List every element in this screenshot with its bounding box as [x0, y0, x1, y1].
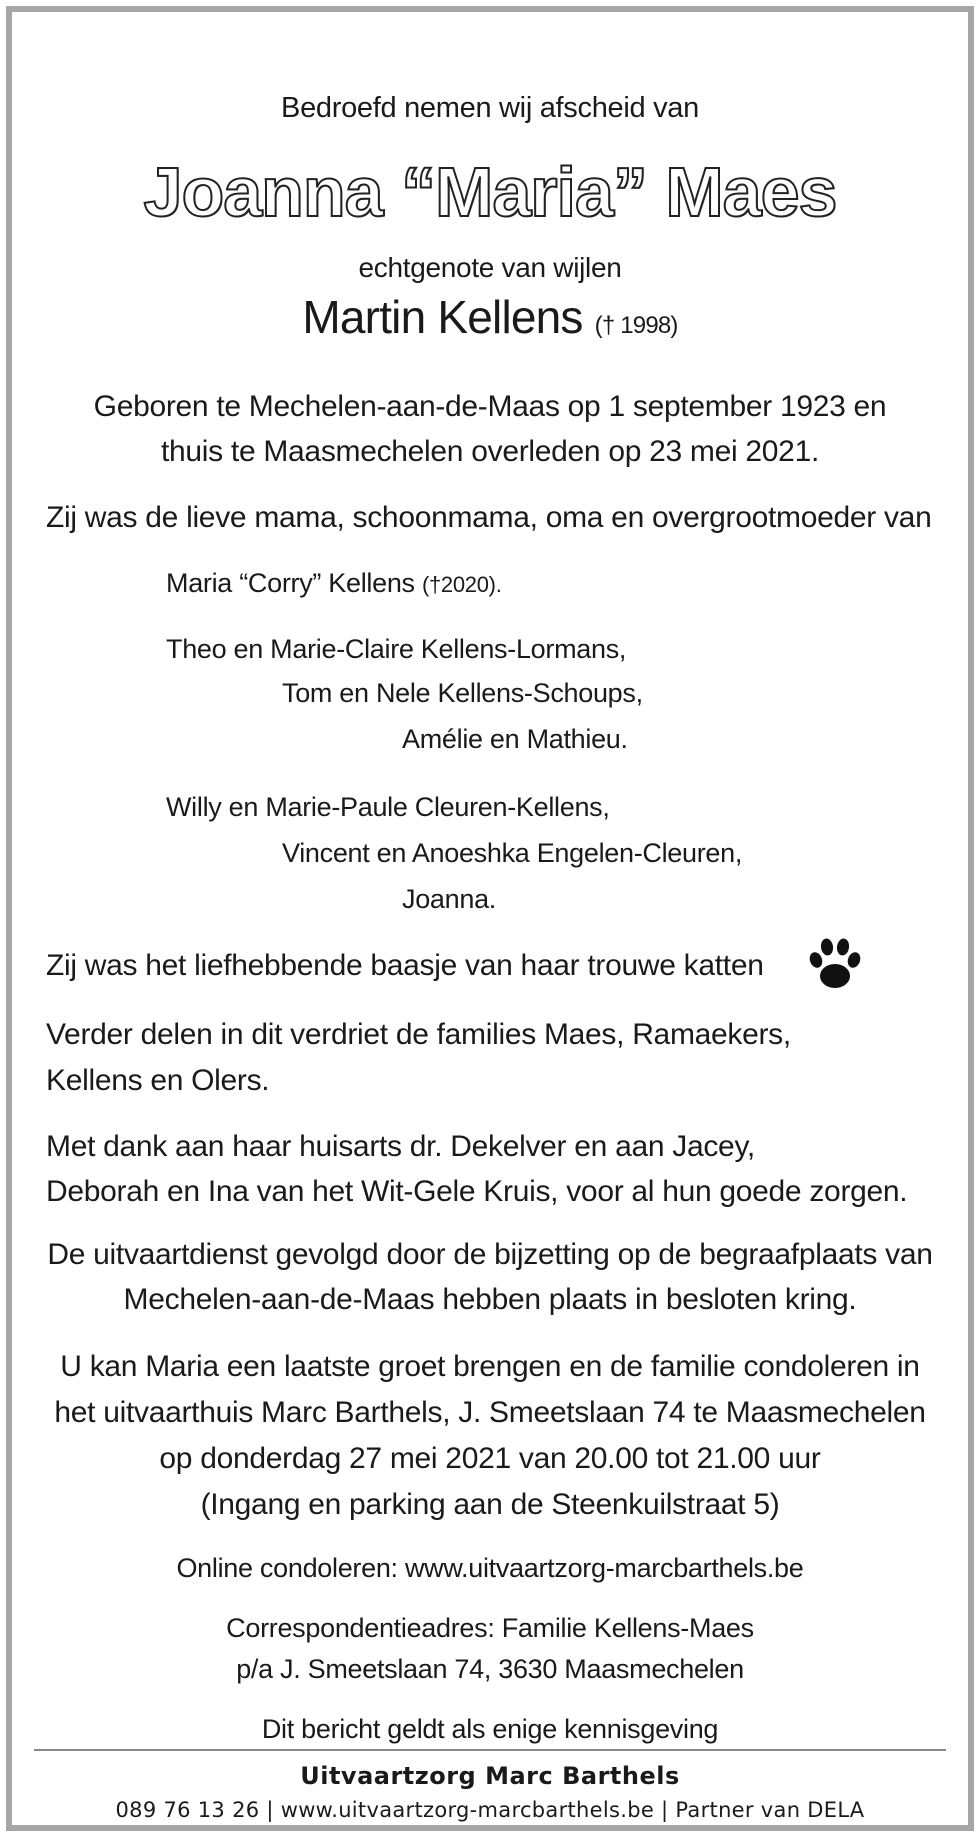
spouse-death: († 1998)	[594, 312, 678, 339]
birth-line-2: thuis te Maasmechelen overleden op 23 mei 2021.	[161, 435, 819, 468]
birth-line-1: Geboren te Mechelen-aan-de-Maas op 1 september 1923 en	[93, 390, 887, 423]
family-corry-name: Maria “Corry” Kellens	[166, 568, 415, 598]
visit-line-4: (Ingang en parking aan de Steenkuilstraat 5)	[200, 1488, 780, 1521]
families-line-1: Verder delen in dit verdriet de families Maes, Ramaekers,	[46, 1018, 791, 1051]
family-joanna: Joanna.	[402, 884, 496, 914]
service-line-1: De uitvaartdienst gevolgd door de bijzetting op de begraafplaats van	[47, 1238, 933, 1271]
footer-divider	[34, 1749, 946, 1751]
company-name: Uitvaartzorg Marc Barthels	[300, 1762, 680, 1790]
notice-frame	[6, 6, 974, 1831]
spouse-label: echtgenote van wijlen	[358, 252, 622, 283]
family-intro: Zij was de lieve mama, schoonmama, oma en overgrootmoeder van	[46, 501, 932, 534]
family-tom: Tom en Nele Kellens-Schoups,	[282, 678, 643, 708]
spouse-name: Martin Kellens	[302, 291, 583, 343]
paw-print-icon	[808, 936, 862, 992]
thanks-line-2: Deborah en Ina van het Wit-Gele Kruis, voor al hun goede zorgen.	[46, 1175, 908, 1208]
family-willy: Willy en Marie-Paule Cleuren-Kellens,	[166, 792, 610, 822]
visit-line-2: het uitvaarthuis Marc Barthels, J. Smeetslaan 74 te Maasmechelen	[54, 1396, 926, 1429]
cats-line: Zij was het liefhebbende baasje van haar trouwe katten	[46, 949, 764, 982]
spouse-line	[12, 290, 968, 344]
visit-line-1: U kan Maria een laatste groet brengen en de familie condoleren in	[60, 1350, 920, 1383]
family-corry	[166, 568, 502, 599]
service-line-2: Mechelen-aan-de-Maas hebben plaats in besloten kring.	[123, 1283, 857, 1316]
birth-text	[12, 384, 968, 474]
address-line-1: Correspondentieadres: Familie Kellens-Maes	[226, 1613, 754, 1643]
company-contact: 089 76 13 26 | www.uitvaartzorg-marcbarthels.be | Partner van DELA	[115, 1798, 865, 1822]
family-theo: Theo en Marie-Claire Kellens-Lormans,	[166, 634, 627, 664]
online-condolences: Online condoleren: www.uitvaartzorg-marcbarthels.be	[176, 1553, 804, 1583]
closing-text: Dit bericht geldt als enige kennisgeving	[261, 1714, 719, 1744]
address-line-2: p/a J. Smeetslaan 74, 3630 Maasmechelen	[236, 1654, 744, 1684]
family-amelie: Amélie en Mathieu.	[402, 724, 628, 754]
intro-text: Bedroefd nemen wij afscheid van	[281, 92, 699, 124]
deceased-name: Joanna “Maria” Maes	[143, 153, 837, 231]
family-corry-death: (†2020).	[421, 572, 502, 597]
thanks-line-1: Met dank aan haar huisarts dr. Dekelver en aan Jacey,	[46, 1130, 755, 1163]
family-vincent: Vincent en Anoeshka Engelen-Cleuren,	[282, 838, 743, 868]
visit-line-3: op donderdag 27 mei 2021 van 20.00 tot 21.00 uur	[159, 1442, 821, 1475]
families-line-2: Kellens en Olers.	[46, 1064, 270, 1097]
